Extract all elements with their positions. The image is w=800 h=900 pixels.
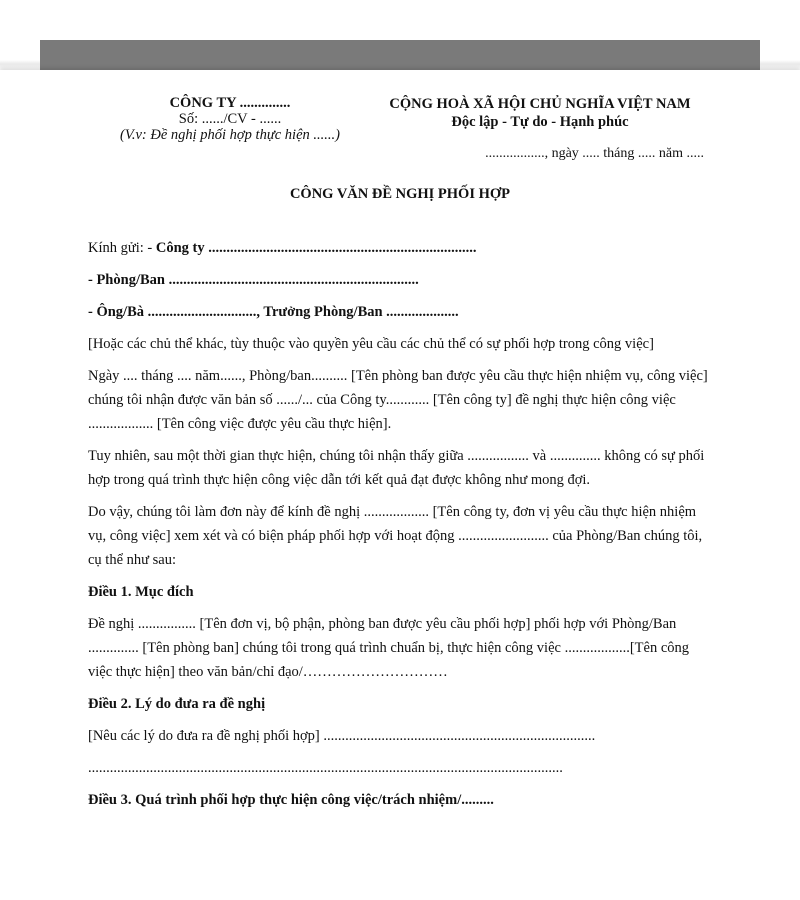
header-right <box>362 95 718 131</box>
article-2-line-1: [Nêu các lý do đưa ra đề nghị phối hợp] ........................................................................... <box>88 728 596 744</box>
recipient-note: [Hoặc các chủ thể khác, tùy thuộc vào quyền yêu cầu các chủ thể có sự phối hợp trong công việc] <box>88 336 654 352</box>
paragraph-3: Do vậy, chúng tôi làm đơn này để kính đề nghị .................. [Tên công ty, đơn vị yêu cầu thực hiện nhiệm vụ, công việc] xem xét và có biện pháp phối hợp với hoạt động ......................... của Phòng/Ban chúng tôi, cụ thể như sau: <box>88 504 703 568</box>
article-2-heading: Điều 2. Lý do đưa ra đề nghị <box>88 696 266 712</box>
article-1-heading: Điều 1. Mục đích <box>88 584 194 600</box>
document-number: Số: ....../CV - ...... <box>178 111 282 127</box>
paragraph-1: Ngày .... tháng .... năm......, Phòng/ban.......... [Tên phòng ban được yêu cầu thực hiện nhiệm vụ, công việc] chúng tôi nhận được văn bản số ....../... của Công ty............ [Tên công ty] đề nghị thực hiện công việc .................. [Tên công việc được yêu cầu thực hiện]. <box>88 368 708 432</box>
document-body <box>88 236 714 820</box>
article-3-heading: Điều 3. Quá trình phối hợp thực hiện công việc/trách nhiệm/......... <box>88 792 494 808</box>
document-title: CÔNG VĂN ĐỀ NGHỊ PHỐI HỢP <box>289 186 511 202</box>
paragraph-2: Tuy nhiên, sau một thời gian thực hiện, chúng tôi nhận thấy giữa ................. và .............. không có sự phối hợp trong quá trình thực hiện công việc dẫn tới kết quả đạt được không như mong đợi. <box>88 448 705 488</box>
header-left <box>95 95 365 143</box>
recipient-person: - Ông/Bà .............................., Trưởng Phòng/Ban .................... <box>88 304 459 320</box>
article-1-text: Đề nghị ................ [Tên đơn vị, bộ phận, phòng ban được yêu cầu phối hợp] phối hợp với Phòng/Ban .............. [Tên phòng ban] chúng tôi trong quá trình chuẩn bị, thực hiện công việc ..................[Tên công việc thực hiện] theo văn bản/chỉ đạo/………………………… <box>88 616 690 680</box>
document-subject: (V.v: Đề nghị phối hợp thực hiện ......) <box>120 127 340 143</box>
nation-name: CỘNG HOÀ XÃ HỘI CHỦ NGHĨA VIỆT NAM <box>389 96 691 112</box>
recipient-department: - Phòng/Ban ..................................................................... <box>88 272 419 288</box>
article-2-line-2: ................................................................................................................................... <box>88 760 563 776</box>
viewer-toolbar <box>40 40 760 70</box>
national-motto: Độc lập - Tự do - Hạnh phúc <box>451 114 629 130</box>
company-name: CÔNG TY .............. <box>169 95 291 111</box>
date-line: ................., ngày ..... tháng ..... năm ..... <box>485 146 704 161</box>
recipient-company: Kính gửi: - Công ty .......................................................................... <box>88 240 477 256</box>
